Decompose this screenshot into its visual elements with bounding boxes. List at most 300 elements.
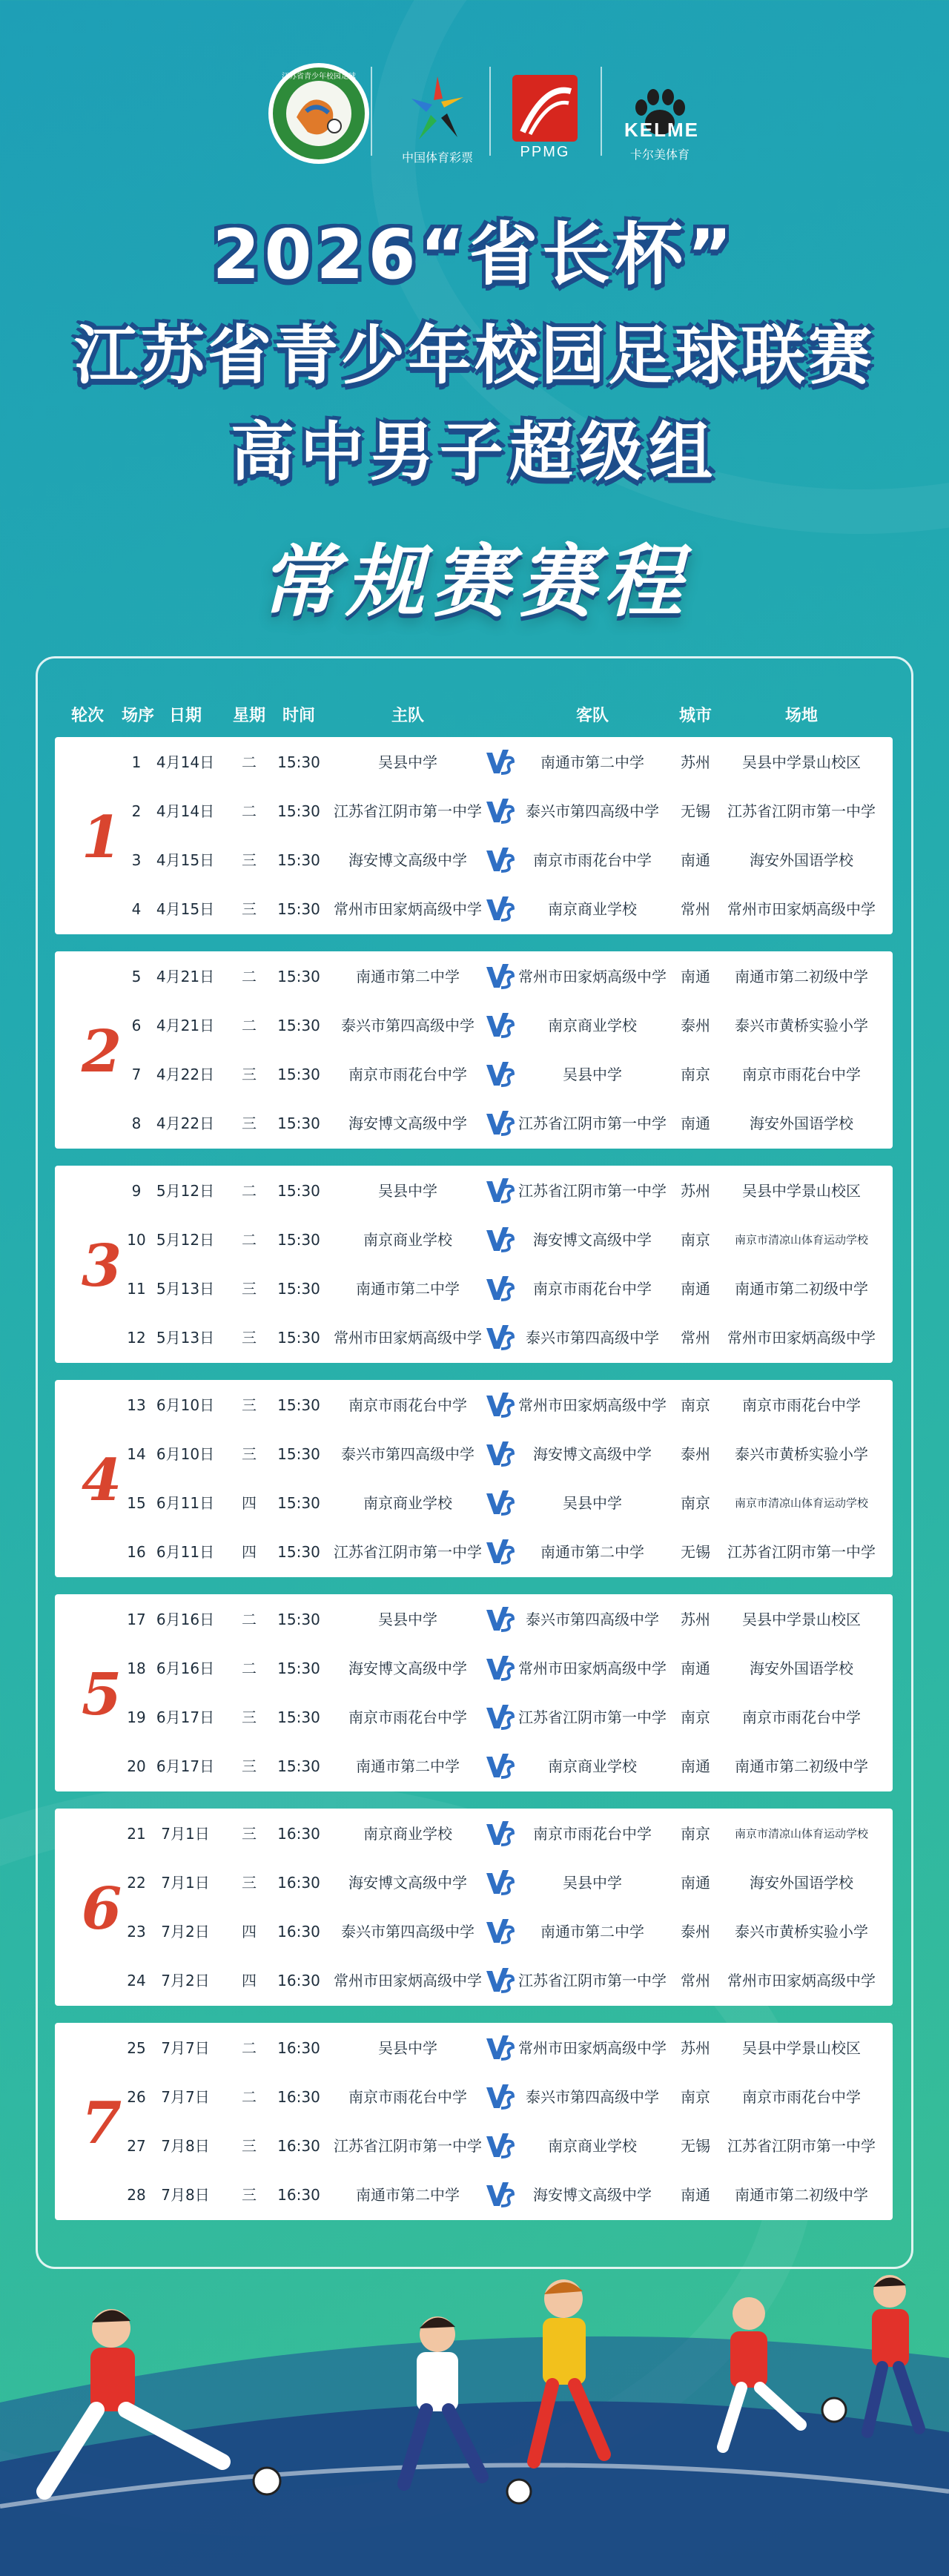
match-weekday: 三 <box>242 1708 257 1726</box>
match-city: 南通 <box>681 1874 710 1892</box>
sponsor-logo-bar <box>0 58 949 169</box>
header-time: 时间 <box>282 707 316 725</box>
match-date: 4月21日 <box>156 1017 215 1034</box>
match-away: 常州市田家炳高级中学 <box>518 2039 667 2057</box>
match-time: 16:30 <box>277 2137 320 2155</box>
match-weekday: 二 <box>242 2039 257 2057</box>
match-time: 15:30 <box>277 1757 320 1775</box>
match-row <box>55 2024 893 2073</box>
match-time: 16:30 <box>277 2088 320 2106</box>
vs-icon <box>485 1324 515 1352</box>
match-seq: 2 <box>131 802 142 820</box>
match-seq: 20 <box>127 1757 146 1775</box>
round-block <box>55 1166 893 1363</box>
match-row <box>55 952 893 1001</box>
kelme-wordmark: KELME <box>624 119 699 141</box>
match-time: 16:30 <box>277 2186 320 2204</box>
vs-icon <box>485 846 515 874</box>
match-date: 6月10日 <box>156 1445 215 1463</box>
match-row <box>55 1809 893 1858</box>
match-date: 5月13日 <box>156 1280 215 1298</box>
match-seq: 28 <box>127 2186 146 2204</box>
match-date: 5月12日 <box>156 1182 215 1200</box>
match-away: 泰兴市第四高级中学 <box>526 1611 659 1628</box>
round-block <box>55 1809 893 2006</box>
vs-icon <box>485 962 515 991</box>
match-date: 6月11日 <box>156 1543 215 1561</box>
match-away: 南京商业学校 <box>548 2137 637 2155</box>
match-weekday: 二 <box>242 968 257 985</box>
match-time: 16:30 <box>277 1825 320 1843</box>
match-seq: 12 <box>127 1329 146 1347</box>
match-seq: 24 <box>127 1972 146 1989</box>
vs-icon <box>485 1605 515 1634</box>
match-weekday: 三 <box>242 1825 257 1843</box>
match-date: 6月11日 <box>156 1494 215 1512</box>
match-seq: 25 <box>127 2039 146 2057</box>
match-away: 南京商业学校 <box>548 1017 637 1034</box>
match-venue: 南通市第二初级中学 <box>735 1280 868 1298</box>
vs-icon <box>485 1820 515 1848</box>
match-home: 吴县中学 <box>378 2039 437 2057</box>
match-away: 常州市田家炳高级中学 <box>518 1659 667 1677</box>
match-weekday: 三 <box>242 1114 257 1132</box>
match-row <box>55 1858 893 1907</box>
match-row <box>55 1099 893 1148</box>
match-weekday: 二 <box>242 2088 257 2106</box>
match-home: 海安博文高级中学 <box>348 1659 467 1677</box>
match-row <box>55 1381 893 1430</box>
match-date: 4月22日 <box>156 1114 215 1132</box>
match-away: 南通市第二中学 <box>540 1543 644 1561</box>
match-row <box>55 1479 893 1528</box>
match-away: 吴县中学 <box>563 1874 622 1892</box>
match-away: 江苏省江阴市第一中学 <box>518 1114 667 1132</box>
match-date: 7月2日 <box>161 1923 210 1941</box>
match-time: 16:30 <box>277 1972 320 1989</box>
match-seq: 26 <box>127 2088 146 2106</box>
match-city: 苏州 <box>681 753 710 771</box>
round-number: 1 <box>81 804 122 871</box>
match-city: 南京 <box>681 2088 710 2106</box>
match-row <box>55 1595 893 1644</box>
match-venue: 海安外国语学校 <box>750 851 853 869</box>
match-weekday: 三 <box>242 1874 257 1892</box>
match-venue: 泰兴市黄桥实验小学 <box>735 1445 868 1463</box>
lottery-caption: 中国体育彩票 <box>401 152 473 165</box>
football-players-illustration <box>0 2269 949 2576</box>
match-seq: 11 <box>127 1280 146 1298</box>
match-city: 南通 <box>681 1280 710 1298</box>
match-row <box>55 1001 893 1050</box>
match-row <box>55 2121 893 2170</box>
match-date: 7月1日 <box>161 1825 210 1843</box>
match-time: 15:30 <box>277 1066 320 1083</box>
match-venue: 南通市第二初级中学 <box>735 2186 868 2204</box>
vs-icon <box>485 1966 515 1995</box>
title-division: 高中男子超级组 <box>231 415 718 489</box>
match-seq: 3 <box>131 851 142 869</box>
match-date: 4月22日 <box>156 1066 215 1083</box>
match-date: 7月7日 <box>161 2039 210 2057</box>
match-seq: 13 <box>127 1396 146 1414</box>
ppmg-caption: PPMG <box>520 144 570 160</box>
match-time: 15:30 <box>277 1114 320 1132</box>
logo-divider <box>371 67 372 156</box>
school-logo-arc-text: 江苏省青少年校园足球 <box>282 73 356 81</box>
match-home: 南通市第二中学 <box>356 1280 460 1298</box>
match-away: 海安博文高级中学 <box>533 2186 652 2204</box>
match-seq: 21 <box>127 1825 146 1843</box>
header-venue: 场地 <box>784 707 819 725</box>
vs-icon <box>485 1654 515 1682</box>
match-time: 15:30 <box>277 1231 320 1249</box>
match-home: 泰兴市第四高级中学 <box>341 1445 474 1463</box>
match-seq: 16 <box>127 1543 146 1561</box>
match-time: 15:30 <box>277 1280 320 1298</box>
vs-icon <box>485 1275 515 1303</box>
match-time: 15:30 <box>277 968 320 985</box>
match-weekday: 二 <box>242 1182 257 1200</box>
match-away: 南京商业学校 <box>548 1757 637 1775</box>
header-weekday: 星期 <box>232 707 266 725</box>
match-home: 海安博文高级中学 <box>348 851 467 869</box>
match-home: 南京商业学校 <box>363 1231 452 1249</box>
match-away: 南京商业学校 <box>548 900 637 918</box>
match-weekday: 二 <box>242 753 257 771</box>
logo-divider <box>489 67 491 156</box>
match-away: 吴县中学 <box>563 1066 622 1083</box>
round-number: 5 <box>81 1661 122 1728</box>
match-venue: 常州市田家炳高级中学 <box>727 1329 876 1347</box>
vs-icon <box>485 1538 515 1566</box>
match-venue: 海安外国语学校 <box>750 1874 853 1892</box>
match-seq: 9 <box>131 1182 142 1200</box>
match-row <box>55 738 893 787</box>
match-seq: 15 <box>127 1494 146 1512</box>
match-row <box>55 787 893 836</box>
match-away: 海安博文高级中学 <box>533 1231 652 1249</box>
match-seq: 17 <box>127 1611 146 1628</box>
match-date: 7月8日 <box>161 2186 210 2204</box>
vs-icon <box>485 1060 515 1089</box>
match-date: 4月14日 <box>156 753 215 771</box>
match-venue: 南京市清凉山体育运动学校 <box>734 1827 869 1840</box>
match-city: 泰州 <box>681 1017 710 1034</box>
match-seq: 5 <box>131 968 142 985</box>
match-city: 南通 <box>681 851 710 869</box>
match-away: 南通市第二中学 <box>540 753 644 771</box>
match-city: 无锡 <box>681 802 710 820</box>
match-home: 泰兴市第四高级中学 <box>341 1017 474 1034</box>
match-venue: 泰兴市黄桥实验小学 <box>735 1017 868 1034</box>
match-home: 南京市雨花台中学 <box>348 1066 467 1083</box>
match-away: 泰兴市第四高级中学 <box>526 1329 659 1347</box>
match-city: 南京 <box>681 1066 710 1083</box>
logo-divider <box>601 67 602 156</box>
match-date: 6月17日 <box>156 1708 215 1726</box>
match-seq: 6 <box>131 1017 142 1034</box>
match-away: 南京市雨花台中学 <box>533 851 652 869</box>
match-weekday: 三 <box>242 1066 257 1083</box>
match-time: 15:30 <box>277 1017 320 1034</box>
match-row <box>55 836 893 885</box>
match-venue: 吴县中学景山校区 <box>742 753 861 771</box>
match-home: 吴县中学 <box>378 1182 437 1200</box>
match-home: 常州市田家炳高级中学 <box>334 900 482 918</box>
match-time: 15:30 <box>277 1396 320 1414</box>
match-city: 南京 <box>681 1494 710 1512</box>
match-row <box>55 1166 893 1215</box>
schedule-header <box>0 703 949 725</box>
match-row <box>55 1528 893 1576</box>
match-home: 江苏省江阴市第一中学 <box>334 802 482 820</box>
match-home: 江苏省江阴市第一中学 <box>334 2137 482 2155</box>
match-home: 泰兴市第四高级中学 <box>341 1923 474 1941</box>
vs-icon <box>485 748 515 776</box>
match-city: 常州 <box>681 1329 710 1347</box>
title-league-name: 江苏省青少年校园足球联赛 <box>74 319 875 393</box>
match-venue: 南京市雨花台中学 <box>742 1396 861 1414</box>
header-seq: 场序 <box>121 707 155 725</box>
round-number: 2 <box>81 1018 122 1086</box>
match-time: 15:30 <box>277 1659 320 1677</box>
match-city: 南通 <box>681 2186 710 2204</box>
match-seq: 14 <box>127 1445 146 1463</box>
match-row <box>55 885 893 934</box>
match-weekday: 二 <box>242 1017 257 1034</box>
match-seq: 8 <box>131 1114 142 1132</box>
match-city: 泰州 <box>681 1923 710 1941</box>
match-home: 南京市雨花台中学 <box>348 1396 467 1414</box>
vs-icon <box>485 1869 515 1897</box>
match-seq: 22 <box>127 1874 146 1892</box>
match-venue: 常州市田家炳高级中学 <box>727 1972 876 1989</box>
vs-icon <box>485 1226 515 1254</box>
match-venue: 吴县中学景山校区 <box>742 2039 861 2057</box>
vs-icon <box>485 1703 515 1731</box>
match-home: 常州市田家炳高级中学 <box>334 1972 482 1989</box>
match-date: 6月16日 <box>156 1611 215 1628</box>
match-weekday: 三 <box>242 1280 257 1298</box>
match-date: 4月15日 <box>156 851 215 869</box>
match-weekday: 三 <box>242 851 257 869</box>
match-city: 南通 <box>681 1659 710 1677</box>
vs-icon <box>485 1440 515 1468</box>
match-home: 江苏省江阴市第一中学 <box>334 1543 482 1561</box>
match-date: 7月2日 <box>161 1972 210 1989</box>
match-seq: 19 <box>127 1708 146 1726</box>
match-city: 南京 <box>681 1825 710 1843</box>
vs-icon <box>485 1177 515 1205</box>
vs-icon <box>485 2083 515 2111</box>
title-year-cup: 2026“省长杯” <box>212 215 737 294</box>
match-row <box>55 2170 893 2219</box>
vs-icon <box>485 1918 515 1946</box>
match-weekday: 四 <box>242 1494 257 1512</box>
match-seq: 18 <box>127 1659 146 1677</box>
vs-icon <box>485 2034 515 2062</box>
match-away: 南京市雨花台中学 <box>533 1280 652 1298</box>
match-row <box>55 1956 893 2005</box>
match-date: 7月1日 <box>161 1874 210 1892</box>
match-city: 南京 <box>681 1231 710 1249</box>
match-weekday: 三 <box>242 1757 257 1775</box>
match-away: 江苏省江阴市第一中学 <box>518 1708 667 1726</box>
match-date: 6月16日 <box>156 1659 215 1677</box>
match-city: 南通 <box>681 968 710 985</box>
vs-icon <box>485 1489 515 1517</box>
match-time: 16:30 <box>277 2039 320 2057</box>
match-time: 15:30 <box>277 753 320 771</box>
match-weekday: 四 <box>242 1543 257 1561</box>
vs-icon <box>485 797 515 825</box>
match-home: 南京商业学校 <box>363 1494 452 1512</box>
vs-icon <box>485 2132 515 2160</box>
header-city: 城市 <box>678 707 712 725</box>
match-row <box>55 1264 893 1313</box>
match-weekday: 四 <box>242 1972 257 1989</box>
match-date: 5月13日 <box>156 1329 215 1347</box>
match-city: 南京 <box>681 1708 710 1726</box>
match-time: 15:30 <box>277 1329 320 1347</box>
match-weekday: 三 <box>242 1329 257 1347</box>
round-number: 7 <box>81 2090 122 2157</box>
match-seq: 23 <box>127 1923 146 1941</box>
vs-icon <box>485 1109 515 1137</box>
match-away: 江苏省江阴市第一中学 <box>518 1972 667 1989</box>
match-home: 海安博文高级中学 <box>348 1874 467 1892</box>
match-weekday: 二 <box>242 1659 257 1677</box>
match-venue: 南京市雨花台中学 <box>742 1066 861 1083</box>
match-row <box>55 1430 893 1479</box>
round-number: 3 <box>81 1232 122 1300</box>
match-home: 南京商业学校 <box>363 1825 452 1843</box>
match-weekday: 三 <box>242 1445 257 1463</box>
match-row <box>55 1742 893 1791</box>
match-time: 15:30 <box>277 1494 320 1512</box>
match-venue: 海安外国语学校 <box>750 1114 853 1132</box>
match-venue: 南通市第二初级中学 <box>735 1757 868 1775</box>
match-date: 4月14日 <box>156 802 215 820</box>
match-time: 15:30 <box>277 1611 320 1628</box>
match-date: 4月15日 <box>156 900 215 918</box>
round-number: 6 <box>81 1875 122 1943</box>
match-city: 常州 <box>681 1972 710 1989</box>
match-away: 吴县中学 <box>563 1494 622 1512</box>
match-home: 南京市雨花台中学 <box>348 1708 467 1726</box>
match-venue: 吴县中学景山校区 <box>742 1611 861 1628</box>
match-away: 泰兴市第四高级中学 <box>526 2088 659 2106</box>
vs-icon <box>485 2181 515 2209</box>
match-home: 吴县中学 <box>378 1611 437 1628</box>
match-weekday: 四 <box>242 1923 257 1941</box>
match-city: 苏州 <box>681 1611 710 1628</box>
match-city: 南京 <box>681 1396 710 1414</box>
match-city: 无锡 <box>681 1543 710 1561</box>
match-row <box>55 1693 893 1742</box>
match-row <box>55 1644 893 1693</box>
round-block <box>55 1380 893 1577</box>
round-block <box>55 951 893 1149</box>
match-row <box>55 1050 893 1099</box>
round-number: 4 <box>81 1447 122 1514</box>
match-city: 泰州 <box>681 1445 710 1463</box>
match-weekday: 二 <box>242 1231 257 1249</box>
match-city: 苏州 <box>681 2039 710 2057</box>
match-home: 南京市雨花台中学 <box>348 2088 467 2106</box>
match-row <box>55 1313 893 1362</box>
match-time: 15:30 <box>277 1708 320 1726</box>
match-home: 南通市第二中学 <box>356 968 460 985</box>
vs-icon <box>485 895 515 923</box>
header-home: 主队 <box>391 707 425 725</box>
match-weekday: 三 <box>242 900 257 918</box>
match-venue: 吴县中学景山校区 <box>742 1182 861 1200</box>
match-seq: 1 <box>131 753 142 771</box>
match-date: 6月17日 <box>156 1757 215 1775</box>
match-weekday: 三 <box>242 2186 257 2204</box>
match-away: 泰兴市第四高级中学 <box>526 802 659 820</box>
match-venue: 南京市雨花台中学 <box>742 2088 861 2106</box>
round-block <box>55 737 893 934</box>
match-away: 常州市田家炳高级中学 <box>518 968 667 985</box>
match-home: 常州市田家炳高级中学 <box>334 1329 482 1347</box>
match-venue: 南京市雨花台中学 <box>742 1708 861 1726</box>
match-weekday: 二 <box>242 802 257 820</box>
match-time: 15:30 <box>277 900 320 918</box>
match-venue: 江苏省江阴市第一中学 <box>727 802 876 820</box>
match-away: 常州市田家炳高级中学 <box>518 1396 667 1414</box>
match-date: 4月21日 <box>156 968 215 985</box>
match-time: 15:30 <box>277 851 320 869</box>
match-away: 南通市第二中学 <box>540 1923 644 1941</box>
match-venue: 南通市第二初级中学 <box>735 968 868 985</box>
match-time: 15:30 <box>277 1182 320 1200</box>
match-away: 南京市雨花台中学 <box>533 1825 652 1843</box>
vs-icon <box>485 1752 515 1780</box>
vs-icon <box>485 1391 515 1419</box>
title-schedule: 常规赛赛程 <box>259 536 690 627</box>
match-date: 7月7日 <box>161 2088 210 2106</box>
match-city: 南通 <box>681 1114 710 1132</box>
kelme-caption: 卡尔美体育 <box>629 149 690 162</box>
match-row <box>55 1215 893 1264</box>
match-away: 江苏省江阴市第一中学 <box>518 1182 667 1200</box>
match-venue: 常州市田家炳高级中学 <box>727 900 876 918</box>
match-seq: 7 <box>131 1066 142 1083</box>
match-home: 南通市第二中学 <box>356 2186 460 2204</box>
match-city: 常州 <box>681 900 710 918</box>
match-date: 5月12日 <box>156 1231 215 1249</box>
match-venue: 江苏省江阴市第一中学 <box>727 1543 876 1561</box>
vs-icon <box>485 1011 515 1040</box>
match-home: 海安博文高级中学 <box>348 1114 467 1132</box>
match-time: 16:30 <box>277 1874 320 1892</box>
match-date: 7月8日 <box>161 2137 210 2155</box>
match-row <box>55 2073 893 2121</box>
match-home: 南通市第二中学 <box>356 1757 460 1775</box>
header-date: 日期 <box>168 707 202 725</box>
match-away: 海安博文高级中学 <box>533 1445 652 1463</box>
round-block <box>55 1594 893 1791</box>
match-time: 15:30 <box>277 1543 320 1561</box>
match-home: 吴县中学 <box>378 753 437 771</box>
match-time: 15:30 <box>277 802 320 820</box>
match-weekday: 三 <box>242 2137 257 2155</box>
header-round: 轮次 <box>70 707 105 725</box>
match-venue: 海安外国语学校 <box>750 1659 853 1677</box>
